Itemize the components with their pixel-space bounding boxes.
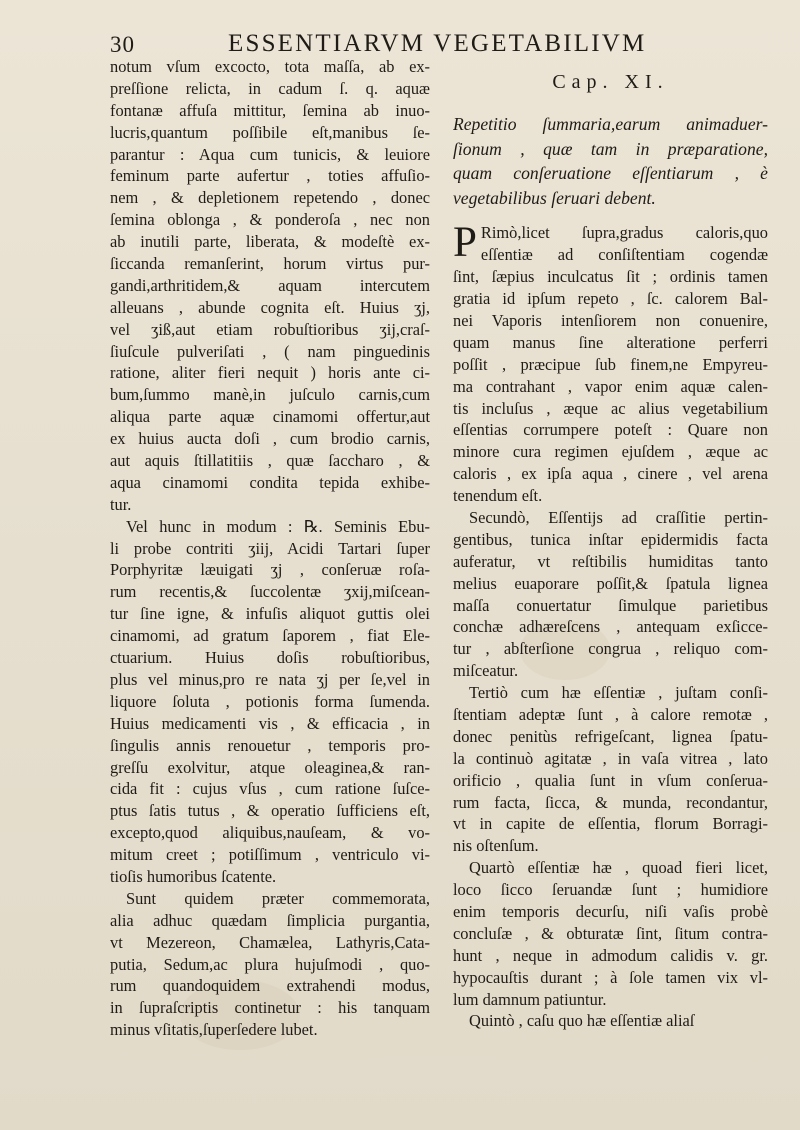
- text-line: Tertiò cum hæ eſſentiæ , juſtam conſi-: [469, 683, 768, 703]
- text-line: Rimò,licet ſupra,gradus caloris,quo: [480, 223, 768, 243]
- text-line: Porphyritæ læuigati ʒj , conſeruæ roſa-: [110, 560, 430, 580]
- text-line: caloris , ex ipſa aqua , cinere , vel arena: [453, 464, 768, 484]
- text-line: rum facta, ſicca, & munda, recondantur,: [453, 792, 768, 812]
- text-line: aliqua parte aquæ cinamomi offertur,aut: [110, 407, 430, 427]
- text-line: ptus ſatis tutus , & operatio ſufficiens eſt,: [110, 801, 430, 821]
- text-line: ſingulis annis renouetur , temporis pro-: [110, 735, 430, 755]
- text-line: lucris,quantum poſſibile eſt,manibus ſe-: [110, 122, 430, 142]
- text-line: gandi,arthritidem,& aquam intercutem: [110, 275, 430, 295]
- text-line: tis incluſus , æque ac alius vegetabilium: [453, 398, 768, 418]
- summary-line: ſionum , quæ tam in præparatione,: [453, 138, 768, 159]
- text-line: tur , abſterſione congrua , reliquo com-: [453, 639, 768, 659]
- text-line: preſſione relicta, in cadum ſ. q. aquæ: [110, 78, 430, 98]
- text-line: parantur : Aqua cum tunicis, & leuiore: [110, 144, 430, 164]
- text-line: minus vſitatis,ſuperſedere lubet.: [110, 1020, 318, 1040]
- text-line: tur.: [110, 494, 132, 514]
- text-line: ex huius aucta doſi , cum brodio carnis,: [110, 429, 430, 449]
- text-line: alleuans , abunde cognita eſt. Huius ʒj,: [110, 297, 430, 317]
- text-line: ratione, aliter fieri nequit ) horis ante ci-: [110, 363, 430, 383]
- text-line: nis oſtenſum.: [453, 836, 539, 856]
- text-line: nem , & depletionem repetendo , donec: [110, 188, 430, 208]
- text-line: Huius medicamenti vis , & efficacia , in: [110, 713, 430, 733]
- text-line: loco ſicco ſeruandæ ſunt ; humidiore: [453, 880, 768, 900]
- text-line: Quintò , caſu quo hæ eſſentiæ aliaſ: [469, 1011, 695, 1031]
- text-line: ſint, ſæpius inculcatus ſit ; ordinis tamen: [453, 267, 768, 287]
- running-head: ESSENTIARVM VEGETABILIVM: [228, 30, 647, 57]
- right-column: [453, 72, 768, 1032]
- summary-line: Repetitio ſummaria,earum animaduer-: [453, 114, 768, 134]
- text-line: hypocauſtis durant ; à ſole tamen vix vl-: [453, 967, 768, 987]
- text-line: Sunt quidem præter commemorata,: [126, 888, 430, 908]
- text-line: aut aquis ſtillatitiis , quæ ſaccharo , &: [110, 451, 430, 471]
- text-line: ſiuſcule pulveriſati , ( nam pinguedinis: [110, 341, 430, 361]
- text-line: cida fit : cujus vſus , cum ratione ſuſce-: [110, 779, 430, 799]
- text-line: putia, Sedum,ac plura hujuſmodi , quo-: [110, 954, 430, 974]
- text-line: fontanæ affuſa mittitur, ſemina ab inuo-: [110, 100, 430, 120]
- text-line: concluſæ , & obturatæ ſint, ſitum contra-: [453, 923, 768, 943]
- text-line: conchæ adhæreſcens , antequam exſicce-: [453, 617, 768, 637]
- chapter-body: [453, 219, 768, 1032]
- text-line: vt in capite de eſſentia, florum Borragi-: [453, 814, 768, 834]
- text-line: li probe contriti ʒiij, Acidi Tartari ſuper: [110, 538, 430, 558]
- drop-cap: P: [453, 219, 477, 267]
- text-line: aqua cinamomi condita tepida exhibe-: [110, 472, 430, 492]
- text-line: quam manus ſine alteratione perferri: [453, 332, 768, 352]
- text-line: mitum creet ; potiſſimum , ventriculo vi-: [110, 845, 430, 865]
- text-line: Quartò eſſentiæ hæ , quoad fieri licet,: [469, 858, 768, 878]
- text-line: hunt , neque in admodum calidis v. gr.: [453, 945, 768, 965]
- text-line: cinamomi, ad gratum ſaporem , fiat Ele-: [110, 626, 430, 646]
- text-line: feminum parte aufertur , toties affuſio-: [110, 166, 430, 186]
- text-line: tioſis humoribus ſcatente.: [110, 866, 277, 886]
- text-line: maſſa conuertatur ſimulque parietibus: [453, 595, 768, 615]
- text-line: ma contrahant , vapor enim aquæ calen-: [453, 376, 768, 396]
- summary-line: vegetabilibus ſeruari debent.: [453, 187, 656, 208]
- text-line: eſſentiæ ad conſiſtentiam cogendæ: [480, 245, 768, 265]
- text-line: Vel hunc in modum : ℞. Seminis Ebu-: [126, 516, 430, 536]
- chapter-heading: Cap. XI.: [552, 71, 669, 93]
- text-line: greſſu exolvitur, atque oleaginea,& ran-: [110, 757, 430, 777]
- text-line: minore cura regimen ejuſdem , æque ac: [453, 442, 768, 462]
- chapter-summary: [453, 112, 768, 210]
- left-column: [110, 56, 430, 1041]
- text-line: donec penitùs refrigeſcant, lignea ſpatu-: [453, 726, 768, 746]
- text-line: plus vel minus,pro re nata ʒj per ſe,vel in: [110, 669, 430, 689]
- text-line: Secundò, Eſſentijs ad craſſitie pertin-: [469, 507, 768, 527]
- text-line: rum quandoquidem extrahendi modus,: [110, 976, 430, 996]
- text-line: vt Mezereon, Chamælea, Lathyris,Cata-: [110, 932, 430, 952]
- text-line: nei Vaporis intenſiorem non conuenire,: [453, 310, 768, 330]
- text-line: notum vſum excocto, tota maſſa, ab ex-: [110, 57, 430, 76]
- text-line: alia adhuc quædam ſimplicia purgantia,: [110, 910, 430, 930]
- text-line: orificio , qualia ſunt in vſum conſerua-: [453, 770, 768, 790]
- text-line: ſemina oblonga , & ponderoſa , nec non: [110, 210, 430, 230]
- text-line: excepto,quod aliquibus,nauſeam, & vo-: [110, 823, 430, 843]
- text-line: ſiccanda remanſerint, horum virtus pur-: [110, 254, 430, 274]
- text-line: tenendum eſt.: [453, 486, 543, 506]
- text-line: enim temporis decurſu, niſi vaſis probè: [453, 901, 768, 921]
- text-line: vel ʒiß,aut etiam robuſtioribus ʒij,craſ-: [110, 319, 430, 339]
- text-line: ſtentiam adeptæ ſunt , à calore remotæ ,: [453, 704, 768, 724]
- text-line: ctuarium. Huius doſis robuſtioribus,: [110, 648, 430, 668]
- text-line: melius euaporare poſſit,& ſpatula lignea: [453, 573, 768, 593]
- text-line: tur ſine igne, & infuſis aliquot guttis olei: [110, 604, 430, 624]
- text-line: eſſentias corrumpere poteſt : Quare non: [453, 420, 768, 440]
- page-number: 30: [110, 32, 135, 57]
- text-line: miſceatur.: [453, 661, 519, 681]
- text-line: bum,ſummo manè,in juſculo carnis,cum: [110, 385, 430, 405]
- text-line: in ſupraſcriptis continetur : his tanquam: [110, 998, 430, 1018]
- text-line: ab inutili parte, liberata, & modeſtè ex-: [110, 232, 430, 252]
- text-line: la continuò agitatæ , in vaſa vitrea , lato: [453, 748, 768, 768]
- text-line: rum recentis,& ſuccolentæ ʒxij,miſcean-: [110, 582, 430, 602]
- text-line: gratia id ipſum repeto , ſc. calorem Bal-: [453, 289, 768, 309]
- text-line: lum damnum patiuntur.: [453, 989, 607, 1009]
- text-line: auferatur, vt reſtibilis humiditas tanto: [453, 551, 768, 571]
- summary-line: quam conſeruatione eſſentiarum , è: [453, 163, 768, 184]
- text-line: liquore ſoluta , potionis forma ſumenda.: [110, 691, 430, 711]
- text-line: poſſit , præcipue ſub finem,ne Empyreu-: [453, 354, 768, 374]
- text-line: gentibus, tunica inſtar epidermidis facta: [453, 529, 768, 549]
